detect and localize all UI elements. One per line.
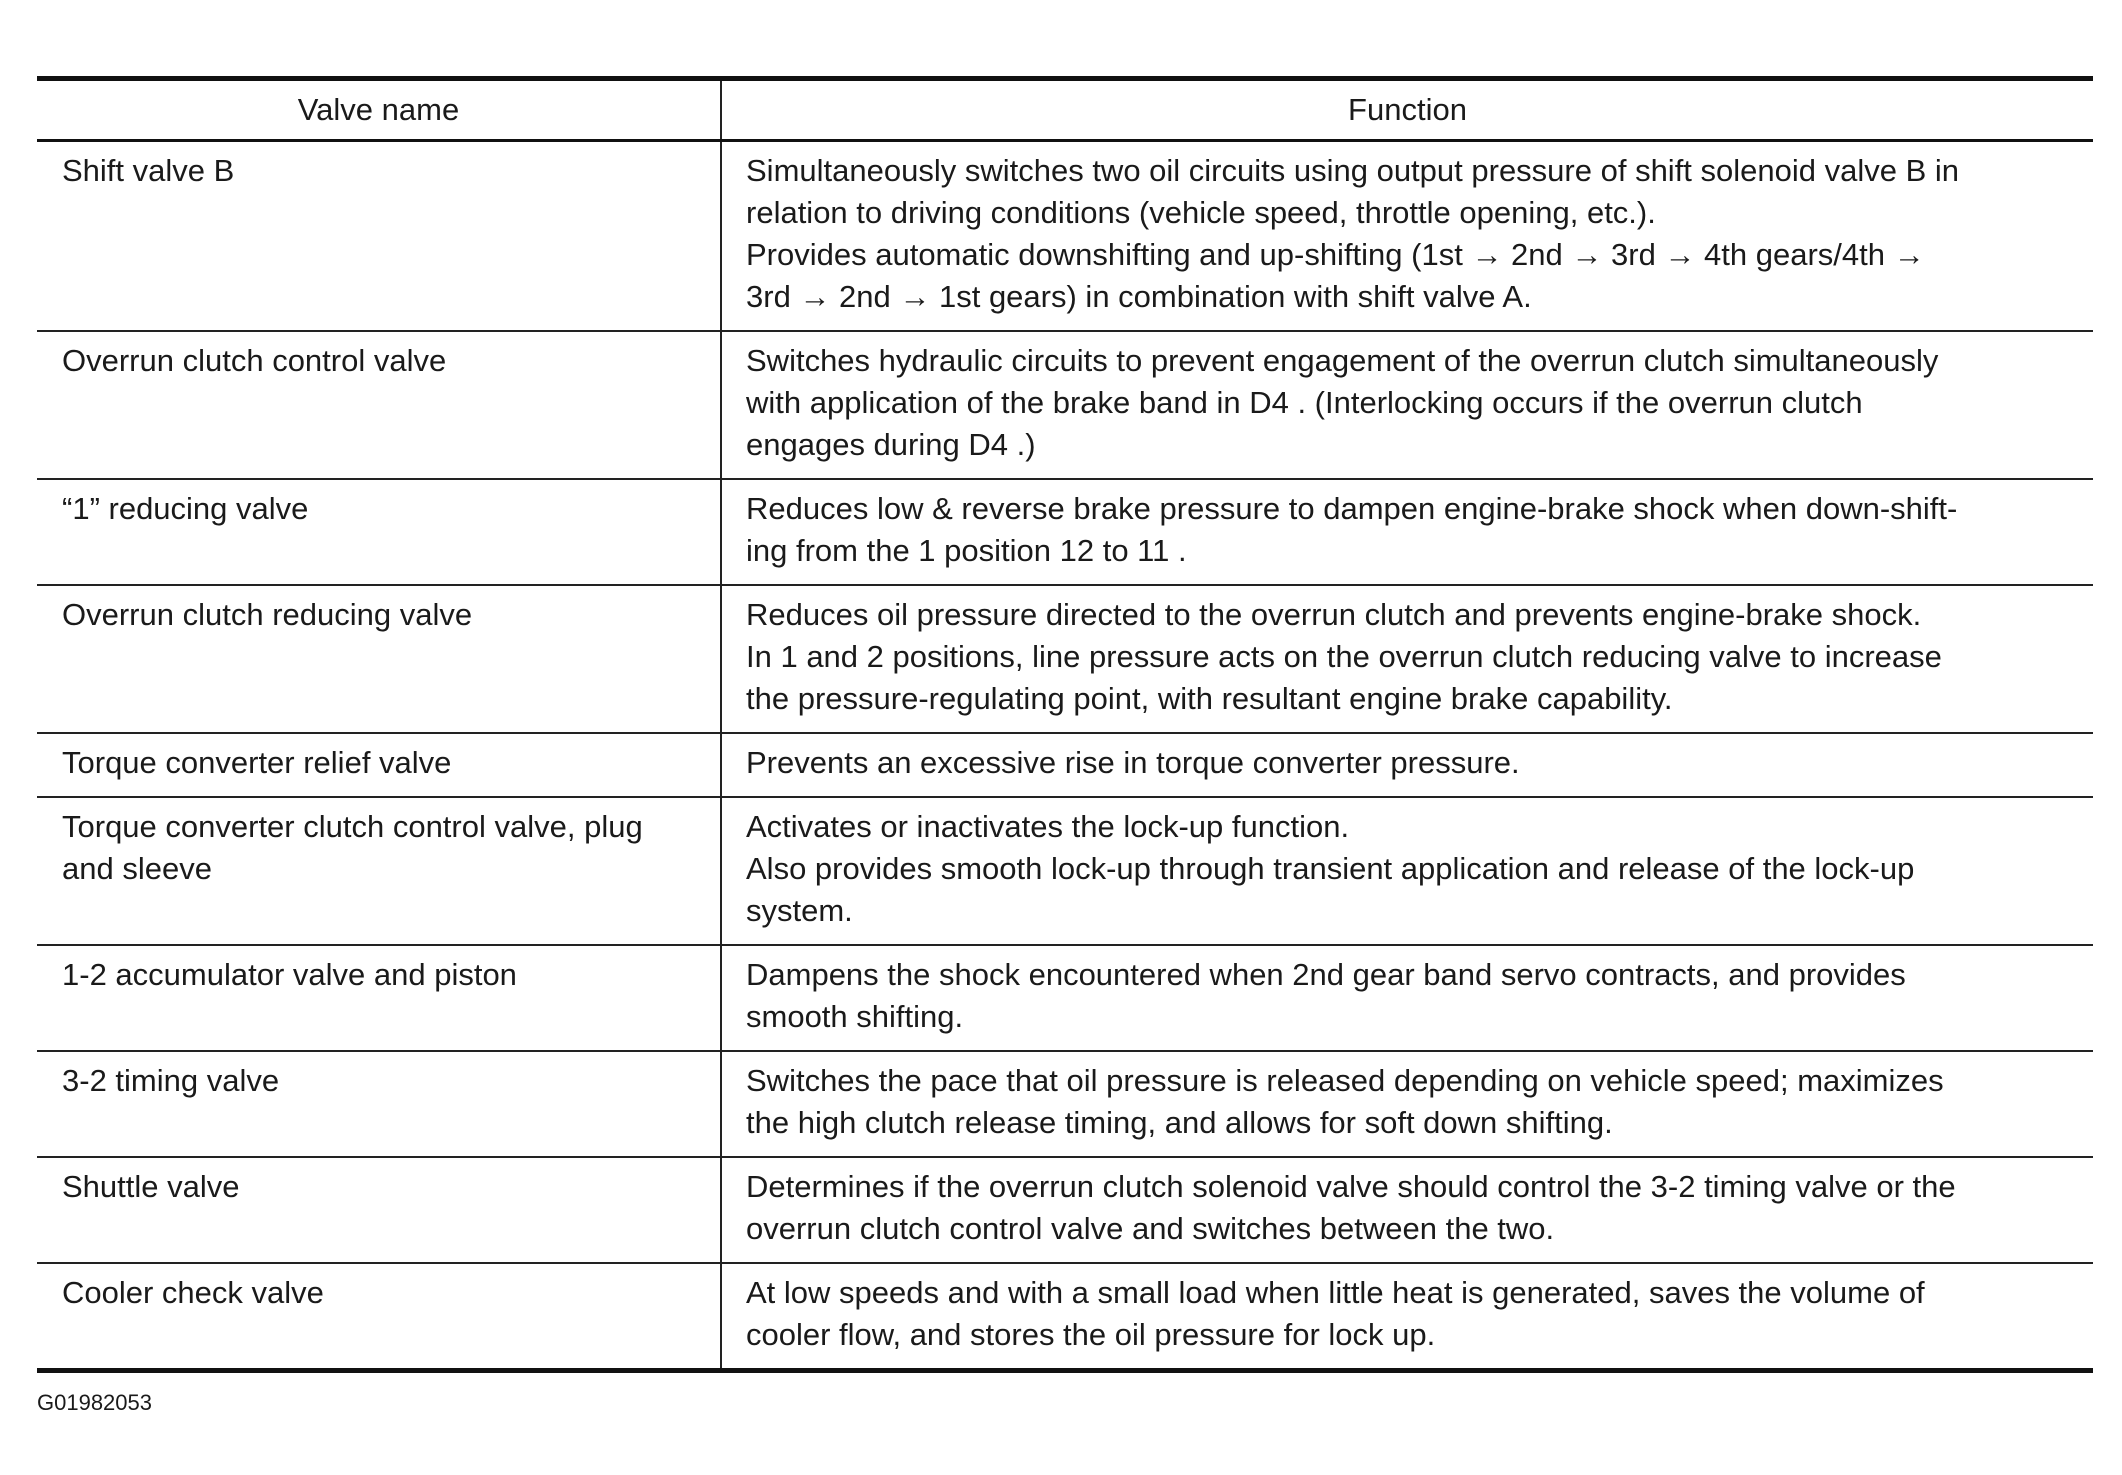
valve-name-cell [37, 479, 721, 585]
function-text: Provides automatic downshifting and up-shifting (1st → 2nd → 3rd → 4th gears/4th → [746, 237, 1925, 272]
function-text: Switches the pace that oil pressure is released depending on vehicle speed; maximizes [746, 1063, 1944, 1098]
function-text: overrun clutch control valve and switches between the two. [746, 1211, 1555, 1246]
valve-name-text: 1-2 accumulator valve and piston [62, 957, 517, 992]
function-text: Reduces oil pressure directed to the overrun clutch and prevents engine-brake shock. [746, 597, 1922, 632]
function-text: Activates or inactivates the lock-up function. [746, 809, 1350, 844]
function-cell [721, 733, 2093, 797]
function-text: engages during D4 .) [746, 427, 1036, 462]
table-row [37, 797, 2093, 945]
header-valve-name: Valve name [297, 92, 460, 127]
table-row [37, 141, 2093, 332]
function-text: At low speeds and with a small load when little heat is generated, saves the volume of [746, 1275, 1925, 1310]
function-text: with application of the brake band in D4 . (Interlocking occurs if the overrun clutch [746, 385, 1863, 420]
valve-name-text: 3-2 timing valve [62, 1063, 280, 1098]
table-row [37, 1263, 2093, 1371]
document-id: G01982053 [37, 1390, 152, 1415]
valve-name-cell [37, 733, 721, 797]
header-function: Function [721, 79, 2093, 141]
function-text: Also provides smooth lock-up through transient application and release of the lock-up [746, 851, 1915, 886]
valve-name-text: and sleeve [62, 851, 212, 886]
valve-name-text: Overrun clutch control valve [62, 343, 447, 378]
valve-name-cell [37, 1263, 721, 1371]
function-cell [721, 479, 2093, 585]
table-row [37, 1157, 2093, 1263]
function-text: the high clutch release timing, and allows for soft down shifting. [746, 1105, 1613, 1140]
valve-function-table [37, 76, 2093, 1373]
valve-name-text: Torque converter clutch control valve, plug [62, 809, 643, 844]
table-row [37, 479, 2093, 585]
function-text: In 1 and 2 positions, line pressure acts on the overrun clutch reducing valve to increase [746, 639, 1942, 674]
valve-name-cell [37, 1157, 721, 1263]
valve-name-cell [37, 797, 721, 945]
function-cell [721, 585, 2093, 733]
function-text: cooler flow, and stores the oil pressure for lock up. [746, 1317, 1436, 1352]
valve-name-text: Torque converter relief valve [62, 745, 452, 780]
function-text: relation to driving conditions (vehicle speed, throttle opening, etc.). [746, 195, 1656, 230]
function-text: ing from the 1 position 12 to 11 . [746, 533, 1187, 568]
function-text: Determines if the overrun clutch solenoid valve should control the 3-2 timing valve or the [746, 1169, 1956, 1204]
function-cell [721, 797, 2093, 945]
table-row [37, 1051, 2093, 1157]
function-text: system. [746, 893, 853, 928]
valve-name-text: Shift valve B [62, 153, 235, 188]
document [37, 76, 2093, 1373]
function-cell [721, 1157, 2093, 1263]
function-text: the pressure-regulating point, with resultant engine brake capability. [746, 681, 1673, 716]
function-text: 3rd → 2nd → 1st gears) in combination with shift valve A. [746, 279, 1532, 314]
valve-name-text: Cooler check valve [62, 1275, 324, 1310]
function-text: Switches hydraulic circuits to prevent engagement of the overrun clutch simultaneously [746, 343, 1939, 378]
function-text: Dampens the shock encountered when 2nd gear band servo contracts, and provides [746, 957, 1906, 992]
function-cell [721, 1263, 2093, 1371]
valve-name-text: Shuttle valve [62, 1169, 240, 1204]
valve-name-cell [37, 945, 721, 1051]
valve-name-cell [37, 141, 721, 332]
function-text: Reduces low & reverse brake pressure to dampen engine-brake shock when down-shift- [746, 491, 1958, 526]
table-row [37, 585, 2093, 733]
valve-name-cell [37, 585, 721, 733]
valve-name-text: Overrun clutch reducing valve [62, 597, 473, 632]
valve-name-cell [37, 1051, 721, 1157]
table-row [37, 945, 2093, 1051]
table-header-row [37, 79, 2093, 141]
function-text: Prevents an excessive rise in torque converter pressure. [746, 745, 1520, 780]
function-cell [721, 141, 2093, 332]
valve-name-cell [37, 331, 721, 479]
table-row [37, 733, 2093, 797]
function-text: Simultaneously switches two oil circuits using output pressure of shift solenoid valve B in [746, 153, 1960, 188]
table-row [37, 331, 2093, 479]
valve-name-text: “1” reducing valve [62, 491, 309, 526]
function-text: smooth shifting. [746, 999, 964, 1034]
function-cell [721, 331, 2093, 479]
function-cell [721, 1051, 2093, 1157]
function-cell [721, 945, 2093, 1051]
